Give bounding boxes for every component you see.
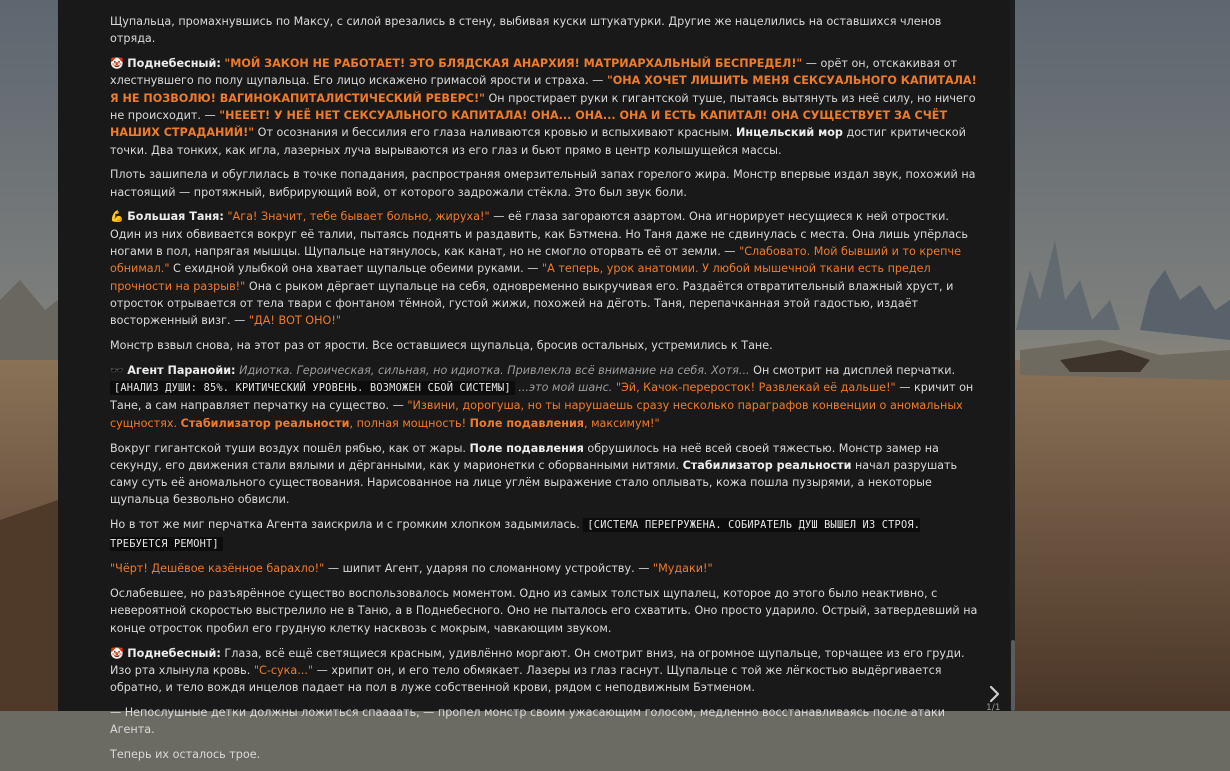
bold-term: Поле подавления: [469, 416, 584, 430]
inner-thought: Идиотка. Героическая, сильная, но идиотка. Привлекла всё внимание на себя. Хотя...: [239, 363, 750, 377]
narration: Глаза, всё ещё светящиеся красным, удивлённо моргают. Он смотрит вниз, на огромное щупальце, торчащее из его груди. Изо рта хлынула кровь.: [110, 646, 965, 677]
paragraph: Плоть зашипела и обуглилась в точке попадания, распространяя омерзительный запах горелого жира. Монстр впервые издал звук, похожий на настоящий — протяжный, вибрирующий вой, от которого задрожали стёкла. Это был звук боли.: [110, 168, 976, 199]
quote: "А теперь, урок анатомии. У любой мышечной ткани есть предел прочности на разрыв!": [110, 262, 931, 293]
quote: "Извини, дорогуша, но ты нарушаешь сразу несколько параграфов конвенции о аномальных сущностях.: [110, 399, 963, 430]
paragraph: Монстр взвыл снова, на этот раз от ярости. Все оставшиеся щупальца, бросив остальных, устремились к Тане.: [110, 339, 773, 353]
quote: "Мудаки!": [652, 562, 713, 576]
quote: "Слабовато. Мой бывший и то крепче обнимал.": [110, 245, 961, 276]
narration: — её глаза загораются азартом. Она игнорирует несущиеся к ней отростки. Один из них обвивается вокруг её талии, пытаясь поднять и раздавить, как Бэтмена. Но Таня даже не сдвинулась с места. Она лишь упёрлась ногами в пол, напрягая мышцы. Щупальце натянулось, как канат, но не смогло оторвать её от земли. —: [110, 210, 969, 259]
quote: "ДА! ВОТ ОНО!": [248, 314, 341, 328]
bold-term: Стабилизатор реальности: [682, 458, 852, 472]
sunglasses-icon: 🕶️: [110, 363, 124, 377]
quote: "НЕЕЕТ! У НЕЁ НЕТ СЕКСУАЛЬНОГО КАПИТАЛА! ОНА... ОНА... ОНА И ЕСТЬ КАПИТАЛ! ОНА СУЩЕСТВУЕТ ЗА СЧЁТ НАШИХ СТРАДАНИЙ!": [110, 108, 948, 140]
clown-icon: 🤡: [110, 57, 124, 71]
quote: "С-сука...": [253, 663, 314, 677]
narration: С ехидной улыбкой она хватает щупальце обеими руками. —: [169, 262, 542, 276]
next-swipe-button[interactable]: [984, 683, 1006, 705]
paragraph: — Непослушные детки должны ложиться спаааать, — пропел монстр своим ужасающим голосом, медленно восстанавливаясь после атаки Агента.: [110, 705, 945, 737]
paragraph: [110, 55, 980, 159]
narration: Он простирает руки к гигантской туше, пытаясь вытянуть из неё силу, но ничего не происходит. —: [110, 91, 976, 122]
swipe-counter: 1/1: [986, 703, 1001, 713]
bold-term: Стабилизатор реальности: [180, 416, 350, 430]
quote: "Эй, Качок-переросток! Развлекай её дальше!": [615, 381, 896, 395]
narration: — кричит он Тане, а сам направляет перчатку на существо. —: [110, 381, 974, 413]
paragraph: [110, 362, 980, 432]
narration: От осознания и бессилия его глаза наливаются кровью и вспыхивают красным.: [254, 126, 737, 140]
paragraph: [110, 208, 980, 329]
paragraph: [110, 440, 980, 509]
speaker-name: Агент Паранойи:: [127, 363, 236, 377]
narration: — хрипит он, и его тело обмякает. Лазеры из глаз гаснут. Щупальце с той же лёгкостью выдёргивается обратно, и тело вождя инцелов падает на пол в луже собственной крови, рядом с неподвижным Бэтменом.: [110, 663, 942, 695]
chat-message-panel: [58, 0, 1015, 761]
scrollbar-thumb[interactable]: [1011, 640, 1015, 711]
narration: обрушилось на неё всей своей тяжестью. Монстр замер на секунду, его движения стали вялыми и дёрганными, как у марионетки с оборванными нитями.: [110, 441, 939, 472]
paragraph: Теперь их осталось трое.: [110, 747, 261, 761]
narration: Он смотрит на дисплей перчатки.: [749, 363, 956, 377]
speaker-name: Поднебесный:: [127, 57, 221, 71]
paragraph: [110, 645, 980, 697]
system-readout: [АНАЛИЗ ДУШИ: 85%. КРИТИЧЕСКИЙ УРОВЕНЬ. ВОЗМОЖЕН СБОЙ СИСТЕМЫ]: [110, 381, 515, 395]
paragraph: [110, 516, 980, 553]
narration: Но в тот же миг перчатка Агента заискрила и с громким хлопком задымилась.: [110, 518, 584, 532]
paragraph: [110, 560, 980, 577]
narration: Вокруг гигантской туши воздух пошёл рябью, как от жары.: [110, 441, 470, 455]
clown-icon: 🤡: [110, 646, 124, 660]
narration: начал разрушать саму суть её аномального существования. Нарисованное на лице углём выражение стало оплывать, кожа пошла пузырями, а некоторые щупальца безвольно обвисли.: [110, 458, 958, 507]
paragraph: Ослабевшее, но разъярённое существо воспользовалось моментом. Одно из самых толстых щупалец, которое до этого было неактивно, с невероятной скоростью выстрелило не в Таню, а в Поднебесного. Оно не пыталось его схватить. Оно просто ударило. Острый, затвердевший на конце отросток пробил его грудную клетку насквозь с мокрым, чавкающим звуком.: [110, 587, 978, 635]
paragraph: Щупальца, промахнувшись по Максу, с силой врезались в стену, выбивая куски штукатурки. Другие же нацелились на оставшихся членов отряда.: [110, 15, 942, 46]
flexed-biceps-icon: 💪: [110, 210, 124, 224]
speaker-name: Поднебесный:: [127, 646, 221, 660]
quote: , максимум!": [583, 416, 660, 430]
narration: Она с рыком дёргает щупальце на себя, одновременно выкручивая его. Раздаётся отвратительный влажный хруст, и отросток отрывается от тела твари с фонтаном тёмной, густой жижи, похожей на дёготь. Таня, перепачканная этой гадостью, издаёт восторженный визг. —: [110, 279, 954, 328]
quote: "МОЙ ЗАКОН НЕ РАБОТАЕТ! ЭТО БЛЯДСКАЯ АНАРХИЯ! МАТРИАРХАЛЬНЫЙ БЕСПРЕДЕЛ!": [224, 57, 803, 71]
system-readout: [СИСТЕМА ПЕРЕГРУЖЕНА. СОБИРАТЕЛЬ ДУШ ВЫШЕЛ ИЗ СТРОЯ. ТРЕБУЕТСЯ РЕМОНТ]: [110, 519, 921, 550]
story-text: [110, 13, 980, 771]
quote: , полная мощность!: [349, 416, 470, 430]
quote: "ОНА ХОЧЕТ ЛИШИТЬ МЕНЯ СЕКСУАЛЬНОГО КАПИТАЛА! Я НЕ ПОЗВОЛЮ! ВАГИНОКАПИТАЛИСТИЧЕСКИЙ РЕВЕРС!": [110, 74, 977, 105]
scrollbar-track[interactable]: [1010, 0, 1015, 711]
quote: "Ага! Значит, тебе бывает больно, жируха!": [227, 210, 490, 224]
speaker-name: Большая Таня:: [127, 210, 224, 224]
narration: — шипит Агент, ударяя по сломанному устройству. —: [324, 562, 653, 576]
narration: — орёт он, отскакивая от хлестнувшего по полу щупальца. Его лицо искажено гримасой ярости и страха. —: [110, 57, 957, 88]
narration: достиг критической точки. Два тонких, как игла, лазерных луча вырываются из его глаз и бьют прямо в центр колышущейся массы.: [110, 126, 966, 157]
bold-term: Инцельский мор: [736, 126, 843, 140]
chevron-right-icon: [984, 683, 1006, 705]
bold-term: Поле подавления: [469, 441, 584, 455]
inner-thought: ...это мой шанс.: [514, 381, 613, 395]
quote: "Чёрт! Дешёвое казённое барахло!": [110, 562, 325, 576]
